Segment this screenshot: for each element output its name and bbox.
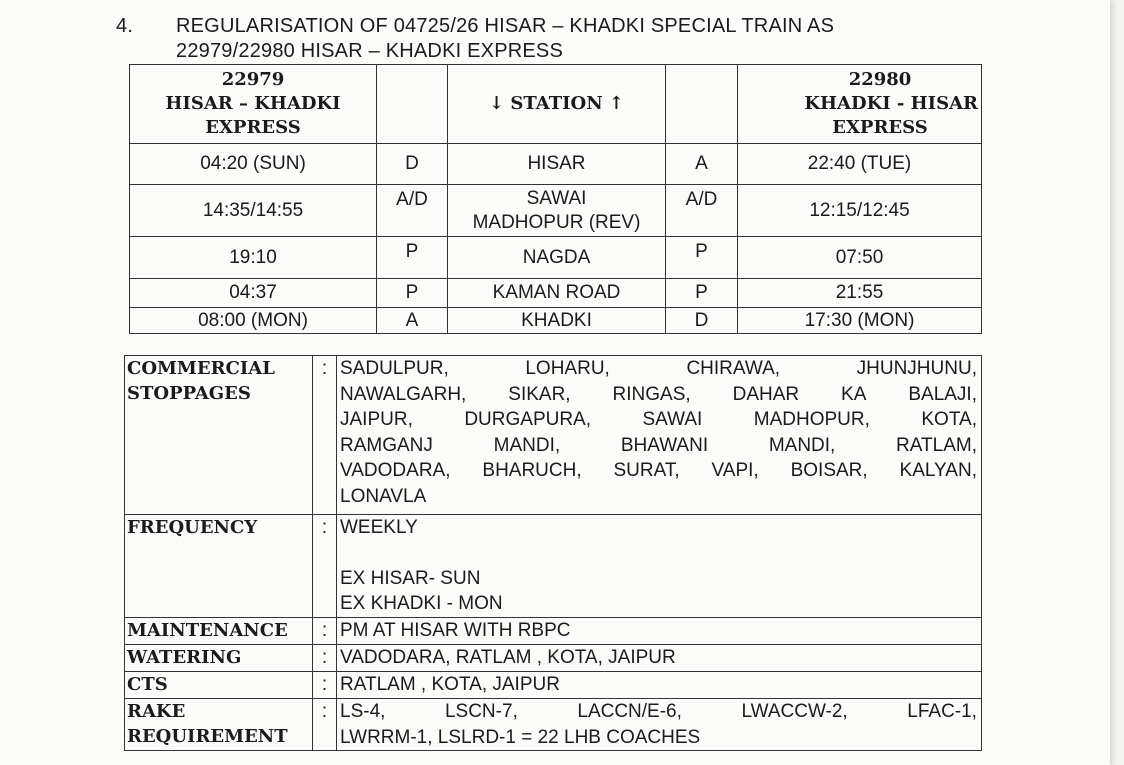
frequency-line: EX HISAR- SUN xyxy=(340,567,481,589)
station-name: KHADKI xyxy=(448,308,666,334)
table-row xyxy=(130,279,982,308)
timetable xyxy=(129,64,982,334)
label-line1: RAKE xyxy=(127,701,186,722)
frequency-row xyxy=(125,515,982,618)
stoppage: BHAWANI xyxy=(620,434,709,456)
stoppage: SURAT, xyxy=(613,460,680,481)
commercial-stoppages-label xyxy=(125,356,313,515)
right-time: 17:30 (MON) xyxy=(738,308,982,334)
stoppage: JAIPUR, xyxy=(340,409,413,430)
stoppage-line xyxy=(340,382,981,408)
stoppage-line xyxy=(340,458,981,484)
stoppage: DURGAPURA, xyxy=(464,409,592,430)
stoppage: CHIRAWA, xyxy=(686,358,781,379)
right-time: 12:15/12:45 xyxy=(738,185,982,237)
station-name: NAGDA xyxy=(448,237,666,279)
right-time: 21:55 xyxy=(738,279,982,308)
left-time: 08:00 (MON) xyxy=(130,308,377,334)
station-name: KAMAN ROAD xyxy=(448,279,666,308)
section-title-line1: REGULARISATION OF 04725/26 HISAR – KHADKI SPECIAL TRAIN AS xyxy=(176,15,835,37)
stoppage: BHARUCH, xyxy=(482,460,582,481)
cts-row xyxy=(125,672,982,699)
section-title-line2: 22979/22980 HISAR – KHADKI EXPRESS xyxy=(176,40,564,62)
watering-label: WATERING xyxy=(125,645,313,672)
left-code: P xyxy=(377,279,448,308)
left-code: A xyxy=(377,308,448,334)
stoppage: RAMGANJ xyxy=(340,434,433,456)
station-name-line1: SAWAI xyxy=(526,187,587,209)
stoppage: BOISAR, xyxy=(790,460,868,481)
table-row xyxy=(130,185,982,237)
cts-value: RATLAM , KOTA, JAIPUR xyxy=(337,672,982,699)
right-train-header xyxy=(738,65,982,144)
right-code: P xyxy=(666,237,738,279)
label-line1: COMMERCIAL xyxy=(127,358,275,379)
rake-requirement-row xyxy=(125,699,982,751)
stoppage-line xyxy=(340,407,981,433)
colon: : xyxy=(313,618,337,645)
maintenance-value: PM AT HISAR WITH RBPC xyxy=(337,618,982,645)
table-row xyxy=(130,144,982,185)
left-time: 04:20 (SUN) xyxy=(130,144,377,185)
table-row xyxy=(130,308,982,334)
stoppage: MANDI, xyxy=(493,434,561,456)
stoppage: NAWALGARH, xyxy=(340,383,467,405)
coach-count: LFAC-1, xyxy=(907,701,977,722)
station-header: ↓ STATION ↑ xyxy=(448,65,666,144)
left-time: 14:35/14:55 xyxy=(130,185,377,237)
right-time: 22:40 (TUE) xyxy=(738,144,982,185)
frequency-line: EX KHADKI - MON xyxy=(340,593,503,614)
right-code: P xyxy=(666,279,738,308)
section-number: 4. xyxy=(116,15,134,37)
timetable-header-row xyxy=(130,65,982,144)
blank-line xyxy=(340,541,981,566)
station-name: HISAR xyxy=(448,144,666,185)
colon: : xyxy=(313,699,337,751)
stoppage: KALYAN, xyxy=(899,460,977,481)
colon: : xyxy=(313,356,337,515)
stoppage-line: LONAVLA xyxy=(340,485,427,507)
commercial-stoppages-row xyxy=(125,356,982,515)
coach-count: LSCN-7, xyxy=(444,701,518,722)
maintenance-label: MAINTENANCE xyxy=(125,618,313,645)
colon: : xyxy=(313,515,337,618)
stoppage: SADULPUR, xyxy=(340,358,449,379)
maintenance-row xyxy=(125,618,982,645)
frequency-label: FREQUENCY xyxy=(125,515,313,618)
stoppage: RINGAS, xyxy=(612,383,691,405)
rake-requirement-label xyxy=(125,699,313,751)
stoppage: KA xyxy=(841,383,867,405)
details-table xyxy=(124,355,982,751)
stoppage: RATLAM, xyxy=(896,434,977,456)
stoppage: DAHAR xyxy=(732,383,800,405)
right-code: A/D xyxy=(666,185,738,237)
cts-label: CTS xyxy=(125,672,313,699)
stoppage: JHUNJHUNU, xyxy=(856,358,977,379)
left-code-header xyxy=(377,65,448,144)
stoppage: BALAJI, xyxy=(908,383,977,405)
coach-count: LS-4, xyxy=(340,701,386,722)
watering-row xyxy=(125,645,982,672)
stoppage: SAWAI xyxy=(642,409,703,430)
station-name xyxy=(448,185,666,237)
label-line2: REQUIREMENT xyxy=(127,726,288,747)
stoppage: VADODARA, xyxy=(340,460,451,481)
colon: : xyxy=(313,645,337,672)
stoppage: LOHARU, xyxy=(525,358,610,379)
left-train-type: EXPRESS xyxy=(205,117,301,138)
stoppage: MANDI, xyxy=(768,434,836,456)
right-time: 07:50 xyxy=(738,237,982,279)
frequency-value xyxy=(337,515,982,618)
rake-line: LWRRM-1, LSLRD-1 = 22 LHB COACHES xyxy=(340,726,701,748)
coach-count: LACCN/E-6, xyxy=(577,701,682,722)
right-code-header xyxy=(666,65,738,144)
rake-line xyxy=(340,699,981,725)
right-train-type: EXPRESS xyxy=(832,117,928,138)
stoppage-line xyxy=(340,433,981,459)
right-code: A xyxy=(666,144,738,185)
colon: : xyxy=(313,672,337,699)
stoppage: MADHOPUR, xyxy=(753,409,870,430)
coach-count: LWACCW-2, xyxy=(741,701,848,722)
left-train-header xyxy=(130,65,377,144)
rake-requirement-value xyxy=(337,699,982,751)
left-code: D xyxy=(377,144,448,185)
right-code: D xyxy=(666,308,738,334)
watering-value: VADODARA, RATLAM , KOTA, JAIPUR xyxy=(337,645,982,672)
stoppage: KOTA, xyxy=(921,409,977,430)
stoppage: SIKAR, xyxy=(508,383,571,405)
stoppage: VAPI, xyxy=(711,460,759,481)
left-code: A/D xyxy=(377,185,448,237)
left-time: 19:10 xyxy=(130,237,377,279)
frequency-line: WEEKLY xyxy=(340,517,418,538)
commercial-stoppages-value xyxy=(337,356,982,515)
left-train-name: HISAR – KHADKI xyxy=(165,93,341,114)
table-row xyxy=(130,237,982,279)
right-train-name: KHADKI - HISAR xyxy=(804,93,978,114)
stoppage-line xyxy=(340,356,981,382)
left-time: 04:37 xyxy=(130,279,377,308)
left-code: P xyxy=(377,237,448,279)
right-train-number: 22980 xyxy=(848,69,912,90)
left-train-number: 22979 xyxy=(221,69,285,90)
station-name-line2: MADHOPUR (REV) xyxy=(472,211,641,233)
label-line2: STOPPAGES xyxy=(127,383,251,404)
